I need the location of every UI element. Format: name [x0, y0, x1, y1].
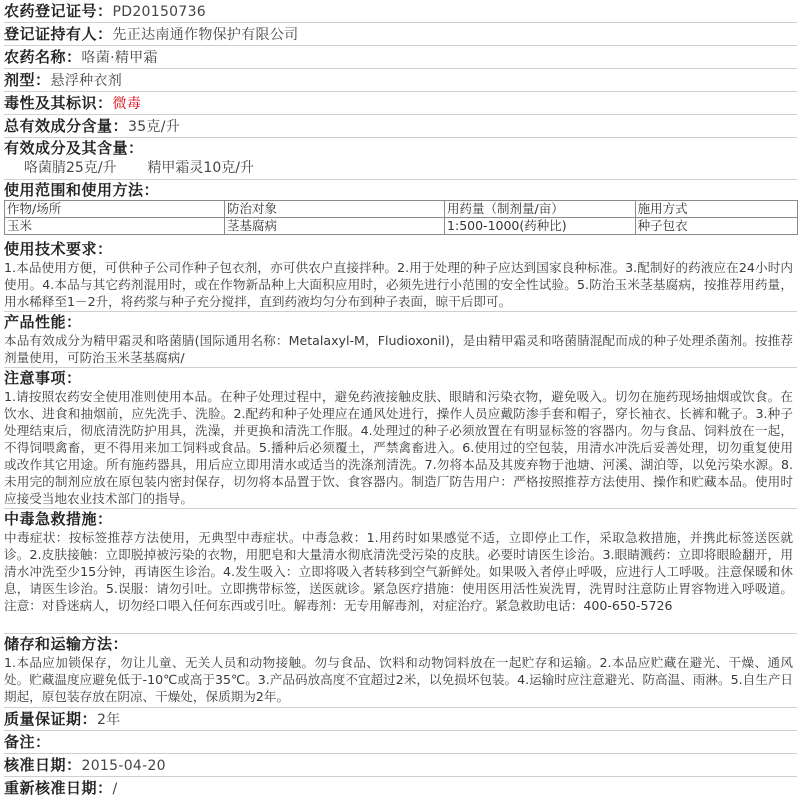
total-content-value: 35克/升	[128, 119, 181, 135]
toxicity-label: 毒性及其标识：	[4, 94, 113, 112]
reapproval-date-label: 重新核准日期：	[4, 779, 113, 797]
reapproval-date-value: /	[112, 781, 118, 797]
storage-section	[4, 634, 797, 708]
usage-cell-dosage: 1:500-1000(药种比)	[445, 218, 636, 235]
usage-header-method: 施用方式	[635, 201, 797, 218]
registration-label: 农药登记证号：	[4, 2, 113, 20]
warranty-label: 质量保证期：	[4, 710, 98, 728]
holder-value: 先正达南通作物保护有限公司	[112, 27, 299, 43]
usage-table	[4, 200, 798, 235]
table-row	[5, 218, 798, 235]
usage-header-row	[5, 201, 798, 218]
registration-value: PD20150736	[112, 4, 206, 20]
usage-section	[4, 180, 797, 238]
first-aid-label: 中毒急救措施：	[4, 510, 113, 528]
registration-row	[4, 0, 797, 23]
ingredient-item: 咯菌腈25克/升	[24, 160, 117, 176]
formulation-row	[4, 69, 797, 92]
total-content-label: 总有效成分含量：	[4, 117, 129, 135]
precautions-text: 1.请按照农药安全使用准则使用本品。在种子处理过程中，避免药液接触皮肤、眼睛和污染衣物，避免吸入。切勿在施药现场抽烟或饮食。在饮水、进食和抽烟前，应先洗手、洗脸。2.配药和种子处理应在通风处进行，操作人员应戴防渗手套和帽子，穿长袖衣、长裤和靴子。3.种子处理结束后，彻底清洗防护用具，洗澡，并更换和清洗工作服。4.处理过的种子必须放置在有明显标签的容器内。勿与食品、饲料放在一起，不得饲喂禽畜，更不得用来加工饲料或食品。5.播种后必须覆土，严禁禽畜进入。6.使用过的空包装，用清水冲洗后妥善处理，切勿重复使用或改作其它用途。所有施药器具，用后应立即用清水或适当的洗涤剂清洗。7.勿将本品及其废弃物于池塘、河溪、湖泊等，以免污染水源。8.未用完的制剂应放在原包装内密封保存，切勿将本品置于饮、食容器内。制造厂防告用户：严格按照推荐方法使用、操作和贮藏本品。使用时应接受当地农业技术部门的指导。	[4, 389, 793, 506]
warranty-value: 2年	[97, 712, 121, 728]
usage-header-crop: 作物/场所	[5, 201, 225, 218]
approval-date-value: 2015-04-20	[81, 758, 166, 774]
technique-section	[4, 239, 797, 312]
pesticide-label-sheet	[4, 0, 797, 800]
warranty-row	[4, 708, 797, 731]
approval-date-row	[4, 754, 797, 777]
toxicity-value: 微毒	[112, 96, 142, 112]
ingredients-list	[4, 158, 797, 178]
ingredients-label: 有效成分及其含量：	[4, 139, 144, 157]
formulation-value: 悬浮种衣剂	[50, 73, 123, 89]
ingredient-item: 精甲霜灵10克/升	[147, 160, 254, 176]
holder-row	[4, 23, 797, 46]
usage-header-dosage: 用药量（制剂量/亩）	[445, 201, 636, 218]
toxicity-row	[4, 92, 797, 115]
approval-date-label: 核准日期：	[4, 756, 82, 774]
product-name-row	[4, 46, 797, 69]
technique-text: 1.本品使用方便，可供种子公司作种子包衣剂，亦可供农户直接拌种。2.用于处理的种子应达到国家良种标准。3.配制好的药液应在24小时内使用。4.本品与其它药剂混用时，或在作物新品种上大面积应用时，必须先进行小范围的安全性试验。5.防治玉米茎基腐病，按推荐用药量，用水稀释至1－2升，将药浆与种子充分搅拌，直到药液均匀分布到种子表面，晾干后即可。	[4, 260, 793, 309]
usage-cell-method: 种子包衣	[635, 218, 797, 235]
precautions-label: 注意事项：	[4, 369, 82, 387]
first-aid-section	[4, 509, 797, 634]
storage-text: 1.本品应加锁保存，勿让儿童、无关人员和动物接触。勿与食品、饮料和动物饲料放在一起贮存和运输。2.本品应贮藏在避光、干燥、通风处。贮藏温度应避免低于-10℃或高于35℃。3.产品码放高度不宜超过2米，以免损坏包装。4.运输时应注意避光、防高温、雨淋。5.自生产日期起，原包装存放在阴凉、干燥处，保质期为2年。	[4, 655, 794, 704]
remarks-row	[4, 731, 797, 754]
holder-label: 登记证持有人：	[4, 25, 113, 43]
usage-header-target: 防治对象	[225, 201, 445, 218]
usage-label: 使用范围和使用方法：	[4, 181, 160, 199]
technique-label: 使用技术要求：	[4, 240, 113, 258]
first-aid-text: 中毒症状：按标签推荐方法使用，无典型中毒症状。中毒急救：1.用药时如果感觉不适，立即停止工作，采取急救措施，并携此标签送医就诊。2.皮肤接触：立即脱掉被污染的衣物，用肥皂和大量清水彻底清洗受污染的皮肤。必要时请医生诊治。3.眼睛溅药：立即将眼睑翻开，用清水冲洗至少15分钟，再请医生诊治。4.发生吸入：立即将吸入者转移到空气新鲜处。如果吸入者停止呼吸，应进行人工呼吸。注意保暖和休息，请医生诊治。5.误服：请勿引吐。立即携带标签，送医就诊。紧急医疗措施：使用医用活性炭洗胃，洗胃时注意防止胃容物进入呼吸道。注意：对昏迷病人，切勿经口喂入任何东西或引吐。解毒剂：无专用解毒剂，对症治疗。紧急救助电话：400-650-5726	[4, 530, 793, 613]
storage-label: 储存和运输方法：	[4, 635, 129, 653]
total-content-row	[4, 115, 797, 138]
remarks-label: 备注：	[4, 733, 51, 751]
performance-section	[4, 312, 797, 368]
performance-text: 本品有效成分为精甲霜灵和咯菌腈(国际通用名称：Metalaxyl-M，Fludioxonil)，是由精甲霜灵和咯菌腈混配而成的种子处理杀菌剂。按推荐剂量使用，可防治玉米茎基腐病/	[4, 333, 793, 365]
performance-label: 产品性能：	[4, 313, 82, 331]
precautions-section	[4, 368, 797, 509]
product-name-label: 农药名称：	[4, 48, 82, 66]
product-name-value: 咯菌·精甲霜	[81, 50, 158, 66]
usage-cell-crop: 玉米	[5, 218, 225, 235]
formulation-label: 剂型：	[4, 71, 51, 89]
usage-cell-target: 茎基腐病	[225, 218, 445, 235]
reapproval-date-row	[4, 777, 797, 799]
ingredients-section	[4, 138, 797, 180]
